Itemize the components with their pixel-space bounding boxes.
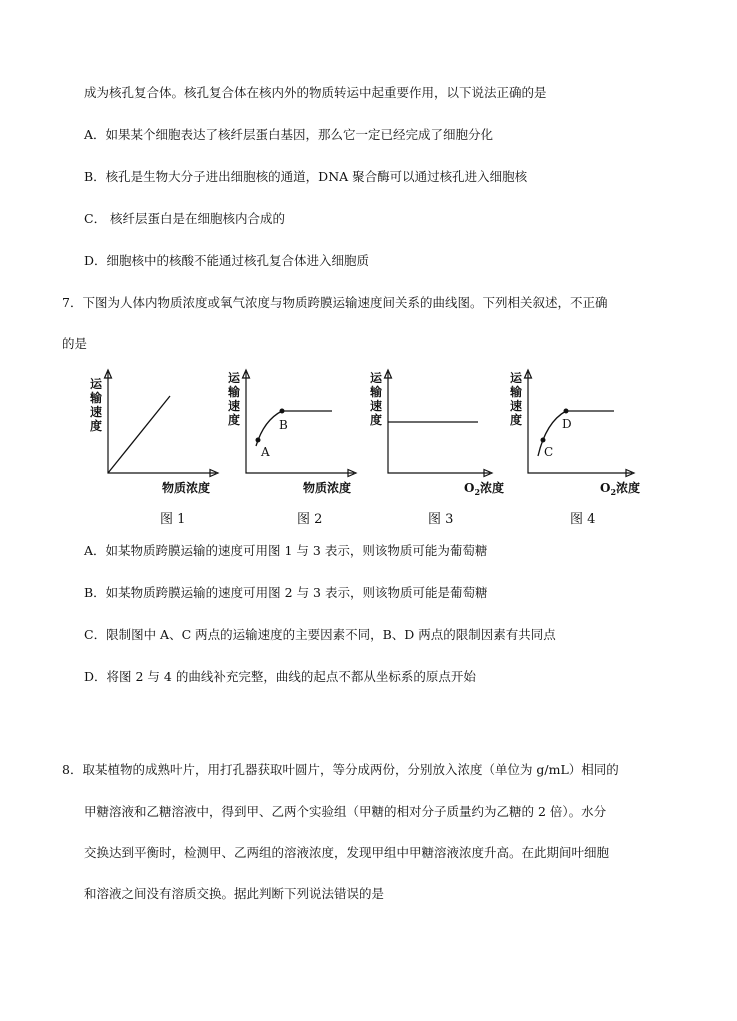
q8-stem-line4: 和溶液之间没有溶质交换。据此判断下列说法错误的是 xyxy=(84,886,385,901)
fig2-point-b xyxy=(280,409,285,414)
svg-text:运: 运 xyxy=(90,377,103,391)
q7-option-a: A．如某物质跨膜运输的速度可用图 1 与 3 表示，则该物质可能为葡萄糖 xyxy=(84,543,488,558)
caption-fig1: 图 1 xyxy=(160,512,186,527)
fig4-point-c xyxy=(541,438,546,443)
svg-text:速: 速 xyxy=(90,405,103,419)
fig4-label-d: D xyxy=(562,417,572,431)
q7-option-b: B．如某物质跨膜运输的速度可用图 2 与 3 表示，则该物质可能是葡萄糖 xyxy=(84,585,488,600)
q7-option-d: D．将图 2 与 4 的曲线补充完整，曲线的起点不都从坐标系的原点开始 xyxy=(84,669,476,684)
svg-text:运: 运 xyxy=(228,371,241,385)
figure-1 xyxy=(80,366,220,496)
fig2-xlabel: 物质浓度 xyxy=(303,481,352,495)
q7-option-c: C．限制图中 A、C 两点的运输速度的主要因素不同，B、D 两点的限制因素有共同点 xyxy=(84,627,556,642)
svg-text:运: 运 xyxy=(370,371,383,385)
fig1-ylabel xyxy=(89,376,103,433)
svg-text:输: 输 xyxy=(510,385,523,399)
figure-3 xyxy=(362,366,505,497)
fig1-curve xyxy=(108,396,170,473)
svg-text:度: 度 xyxy=(90,419,103,433)
fig4-ylabel xyxy=(509,370,523,427)
svg-text:度: 度 xyxy=(370,413,383,427)
svg-text:输: 输 xyxy=(370,385,383,399)
svg-text:速: 速 xyxy=(228,399,241,413)
fig3-ylabel xyxy=(369,370,383,427)
figure-4 xyxy=(506,366,656,496)
q7-stem-line1: 7．下图为人体内物质浓度或氧气浓度与物质跨膜运输速度间关系的曲线图。下列相关叙述，不正确 xyxy=(62,295,608,310)
svg-text:度: 度 xyxy=(510,413,523,427)
fig2-label-b: B xyxy=(279,418,288,432)
caption-fig4: 图 4 xyxy=(570,512,596,527)
fig1-axes xyxy=(108,372,216,473)
svg-text:速: 速 xyxy=(370,399,383,413)
fig2-point-a xyxy=(256,438,261,443)
fig2-label-a: A xyxy=(261,445,270,459)
q8-stem-line1: 8．取某植物的成熟叶片，用打孔器获取叶圆片，等分成两份，分别放入浓度（单位为 g/mL）相同的 xyxy=(62,762,619,777)
svg-text:输: 输 xyxy=(90,391,103,405)
q8-stem-line3: 交换达到平衡时，检测甲、乙两组的溶液浓度，发现甲组中甲糖溶液浓度升高。在此期间叶细胞 xyxy=(84,845,610,860)
fig1-xlabel: 物质浓度 xyxy=(162,481,211,495)
fig3-xlabel: $O_2$浓度 xyxy=(464,481,505,497)
q8-stem-line2: 甲糖溶液和乙糖溶液中，得到甲、乙两个实验组（甲糖的相对分子质量约为乙糖的 2 倍）。水分 xyxy=(84,804,607,819)
caption-fig2: 图 2 xyxy=(297,512,323,527)
svg-text:度: 度 xyxy=(228,413,241,427)
q6-option-b: B．核孔是生物大分子进出细胞核的通道，DNA 聚合酶可以通过核孔进入细胞核 xyxy=(84,169,528,184)
figure-2 xyxy=(220,366,360,496)
svg-text:速: 速 xyxy=(510,399,523,413)
q7-stem-line2: 的是 xyxy=(62,336,88,351)
q6-option-c: C． 核纤层蛋白是在细胞核内合成的 xyxy=(84,211,286,226)
fig4-xlabel: $O_2$浓度 xyxy=(600,481,641,497)
q6-option-a: A．如果某个细胞表达了核纤层蛋白基因，那么它一定已经完成了细胞分化 xyxy=(84,127,494,142)
fig2-curve xyxy=(256,411,332,446)
caption-fig3: 图 3 xyxy=(428,512,454,527)
svg-text:输: 输 xyxy=(228,385,241,399)
q6-option-d: D．细胞核中的核酸不能通过核孔复合体进入细胞质 xyxy=(84,253,370,268)
fig4-point-d xyxy=(564,409,569,414)
fig2-ylabel xyxy=(227,370,241,427)
q6-stem-tail: 成为核孔复合体。核孔复合体在核内外的物质转运中起重要作用，以下说法正确的是 xyxy=(84,85,547,100)
fig4-label-c: C xyxy=(544,445,554,459)
svg-text:运: 运 xyxy=(510,371,523,385)
